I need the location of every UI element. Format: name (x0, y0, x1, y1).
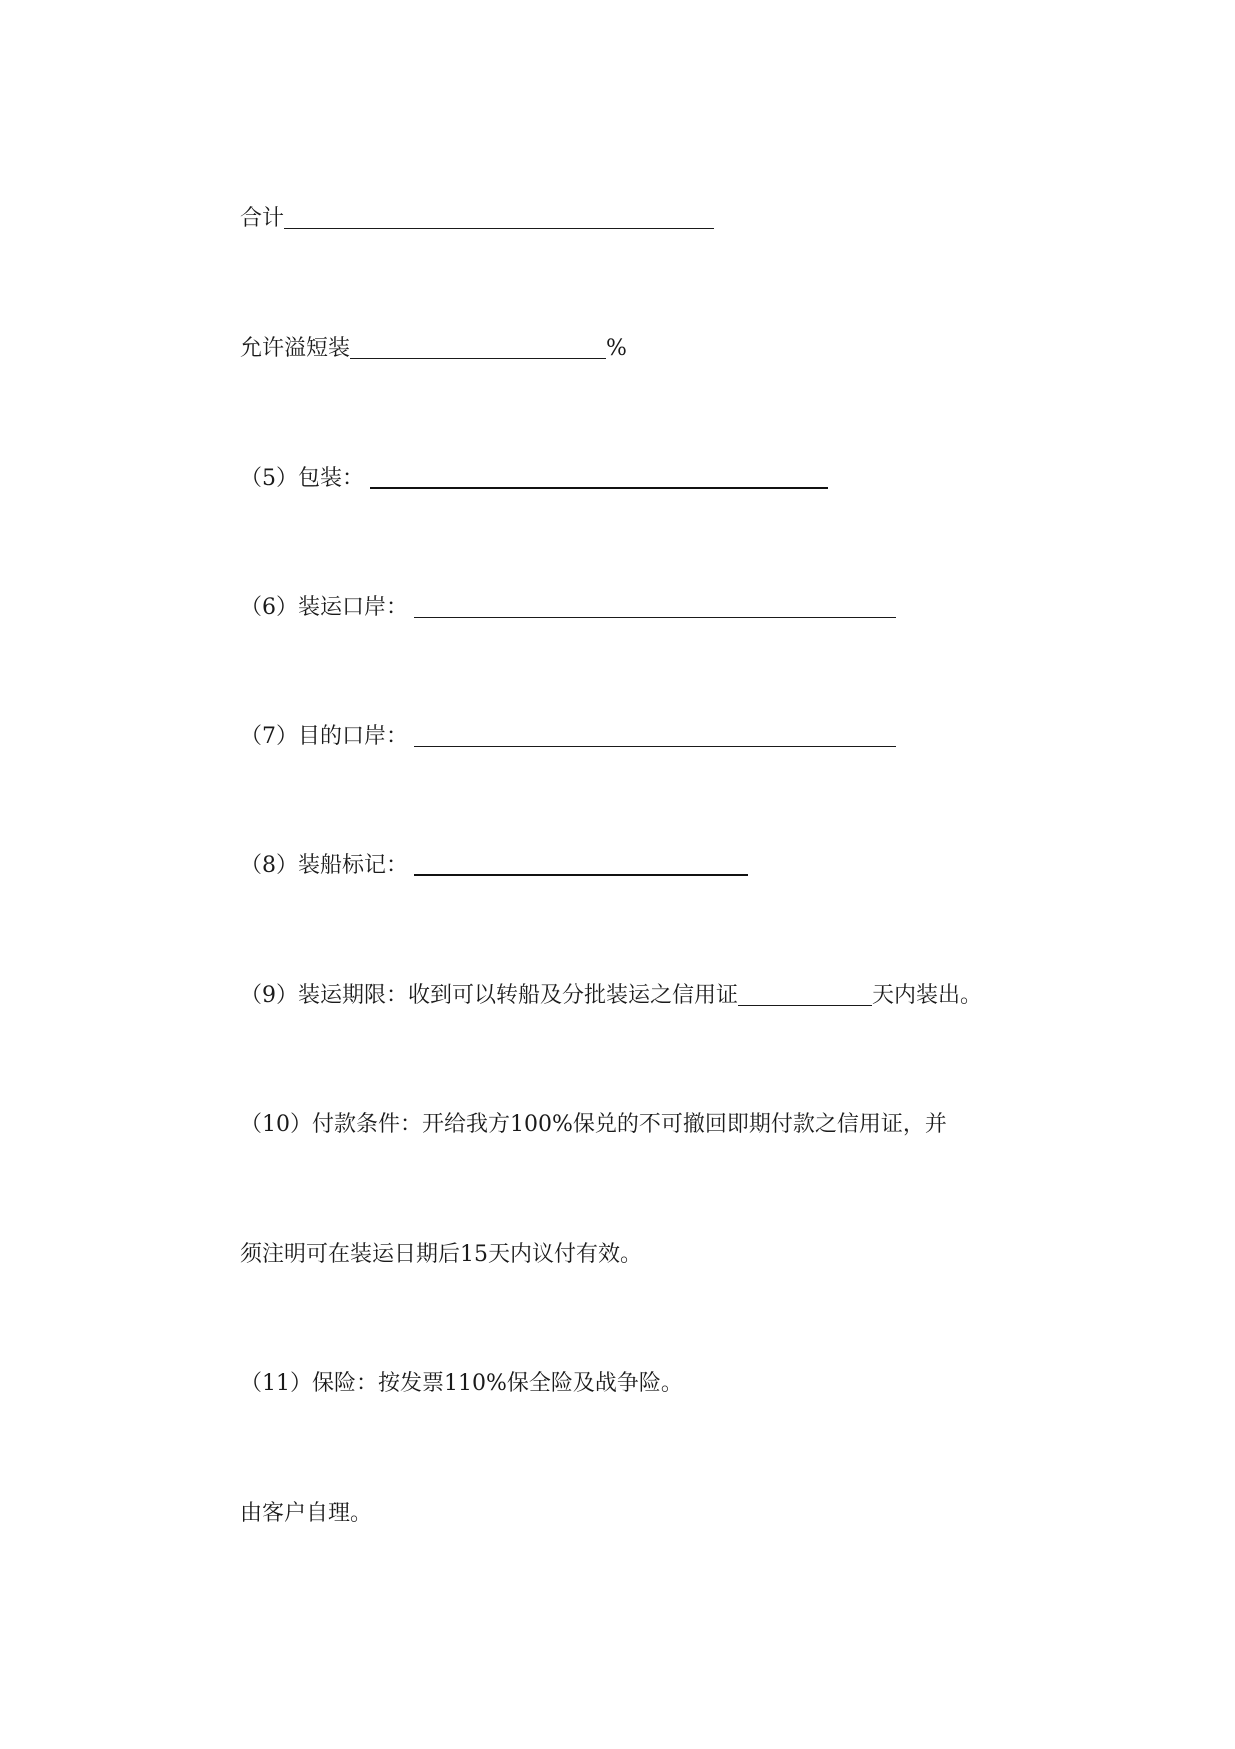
packing-blank[interactable] (370, 486, 828, 489)
insurance-line (240, 1367, 683, 1401)
shipment-time-label: （9）装运期限：收到可以转船及分批装运之信用证 (240, 983, 738, 1008)
total-line (240, 202, 714, 236)
packing-line (240, 462, 828, 496)
packing-label: （5）包装： (240, 466, 364, 491)
total-blank[interactable] (284, 227, 714, 229)
port-destination-line (240, 720, 896, 754)
self-handled-line (240, 1497, 372, 1531)
shipment-time-suffix: 天内装出。 (872, 983, 983, 1008)
port-loading-blank[interactable] (414, 616, 896, 618)
shipping-marks-line (240, 849, 748, 883)
shipping-marks-blank[interactable] (414, 873, 748, 876)
shipment-time-blank[interactable] (738, 1004, 872, 1006)
port-loading-line (240, 591, 896, 625)
payment-terms-text-2: 须注明可在装运日期后15天内议付有效。 (240, 1242, 642, 1267)
tolerance-suffix: % (606, 336, 627, 361)
port-loading-label: （6）装运口岸： (240, 595, 408, 620)
port-destination-blank[interactable] (414, 745, 896, 747)
payment-terms-line-1 (240, 1108, 947, 1142)
total-label: 合计 (240, 206, 285, 231)
tolerance-blank[interactable] (350, 357, 606, 359)
insurance-text: （11）保险：按发票110%保全险及战争险。 (240, 1371, 683, 1396)
tolerance-label: 允许溢短装 (240, 336, 351, 361)
payment-terms-text-1: （10）付款条件：开给我方100%保兑的不可撤回即期付款之信用证，并 (240, 1112, 947, 1137)
self-handled-text: 由客户自理。 (240, 1501, 373, 1526)
tolerance-line (240, 332, 627, 366)
shipment-time-line (240, 979, 982, 1013)
port-destination-label: （7）目的口岸： (240, 724, 408, 749)
shipping-marks-label: （8）装船标记： (240, 853, 408, 878)
payment-terms-line-2 (240, 1238, 642, 1272)
